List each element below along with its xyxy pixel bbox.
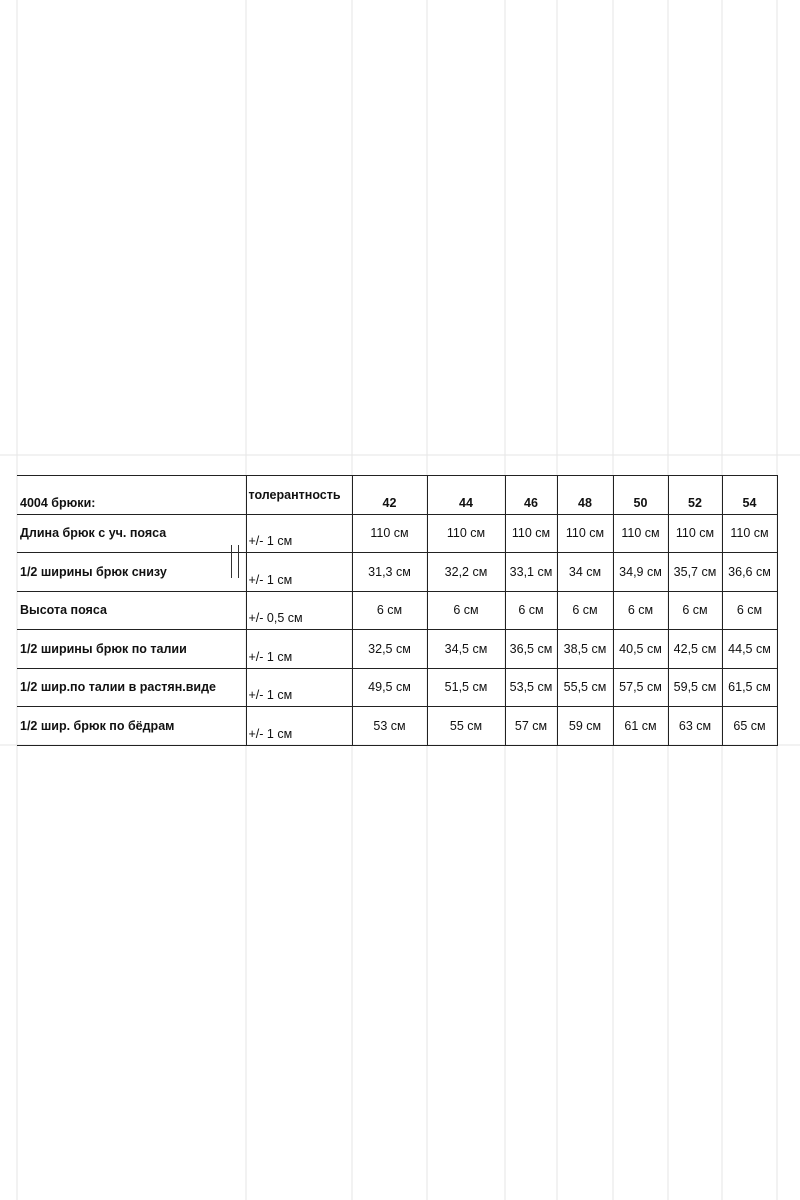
sheet-title: 4004 брюки:	[17, 476, 246, 515]
size-value: 33,1 см	[505, 553, 557, 592]
size-header: 42	[352, 476, 427, 515]
size-value: 59 см	[557, 707, 613, 746]
size-value: 57 см	[505, 707, 557, 746]
size-value: 110 см	[668, 514, 722, 553]
size-value: 38,5 см	[557, 630, 613, 669]
size-value: 110 см	[557, 514, 613, 553]
size-value: 34,9 см	[613, 553, 668, 592]
size-value: 49,5 см	[352, 668, 427, 707]
size-value: 53,5 см	[505, 668, 557, 707]
row-tolerance: +/- 1 см	[246, 707, 352, 746]
row-label: 1/2 ширины брюк снизу	[17, 553, 246, 592]
size-value: 6 см	[613, 591, 668, 630]
size-value: 40,5 см	[613, 630, 668, 669]
size-value: 32,2 см	[427, 553, 505, 592]
table-row	[17, 553, 777, 592]
table-row	[17, 707, 777, 746]
size-value: 65 см	[722, 707, 777, 746]
size-value: 59,5 см	[668, 668, 722, 707]
size-header: 44	[427, 476, 505, 515]
size-value: 6 см	[427, 591, 505, 630]
size-value: 6 см	[557, 591, 613, 630]
size-value: 35,7 см	[668, 553, 722, 592]
row-label: Высота пояса	[17, 591, 246, 630]
size-value: 51,5 см	[427, 668, 505, 707]
row-label: Длина брюк с уч. пояса	[17, 514, 246, 553]
size-chart-table	[17, 475, 778, 746]
size-value: 110 см	[352, 514, 427, 553]
size-value: 55,5 см	[557, 668, 613, 707]
size-header: 50	[613, 476, 668, 515]
table-row	[17, 514, 777, 553]
header-row	[17, 476, 777, 515]
table-row	[17, 591, 777, 630]
size-value: 6 см	[668, 591, 722, 630]
size-value: 42,5 см	[668, 630, 722, 669]
size-header: 52	[668, 476, 722, 515]
row-tolerance: +/- 1 см	[246, 553, 352, 592]
row-tolerance: +/- 1 см	[246, 514, 352, 553]
size-value: 6 см	[352, 591, 427, 630]
size-header: 48	[557, 476, 613, 515]
size-value: 31,3 см	[352, 553, 427, 592]
size-value: 110 см	[613, 514, 668, 553]
size-value: 57,5 см	[613, 668, 668, 707]
size-value: 32,5 см	[352, 630, 427, 669]
double-border-mark	[231, 545, 239, 578]
row-label: 1/2 ширины брюк по талии	[17, 630, 246, 669]
size-value: 36,6 см	[722, 553, 777, 592]
row-label: 1/2 шир. брюк по бёдрам	[17, 707, 246, 746]
size-value: 61,5 см	[722, 668, 777, 707]
table-row	[17, 630, 777, 669]
size-value: 61 см	[613, 707, 668, 746]
tolerance-header: толерантность	[246, 476, 352, 515]
size-value: 55 см	[427, 707, 505, 746]
size-value: 110 см	[505, 514, 557, 553]
row-label: 1/2 шир.по талии в растян.виде	[17, 668, 246, 707]
size-value: 63 см	[668, 707, 722, 746]
table-row	[17, 668, 777, 707]
size-value: 6 см	[505, 591, 557, 630]
size-header: 54	[722, 476, 777, 515]
row-tolerance: +/- 0,5 см	[246, 591, 352, 630]
row-tolerance: +/- 1 см	[246, 630, 352, 669]
size-value: 34,5 см	[427, 630, 505, 669]
size-value: 110 см	[722, 514, 777, 553]
size-value: 53 см	[352, 707, 427, 746]
size-value: 44,5 см	[722, 630, 777, 669]
size-value: 34 см	[557, 553, 613, 592]
size-value: 6 см	[722, 591, 777, 630]
size-header: 46	[505, 476, 557, 515]
size-value: 36,5 см	[505, 630, 557, 669]
row-tolerance: +/- 1 см	[246, 668, 352, 707]
size-value: 110 см	[427, 514, 505, 553]
